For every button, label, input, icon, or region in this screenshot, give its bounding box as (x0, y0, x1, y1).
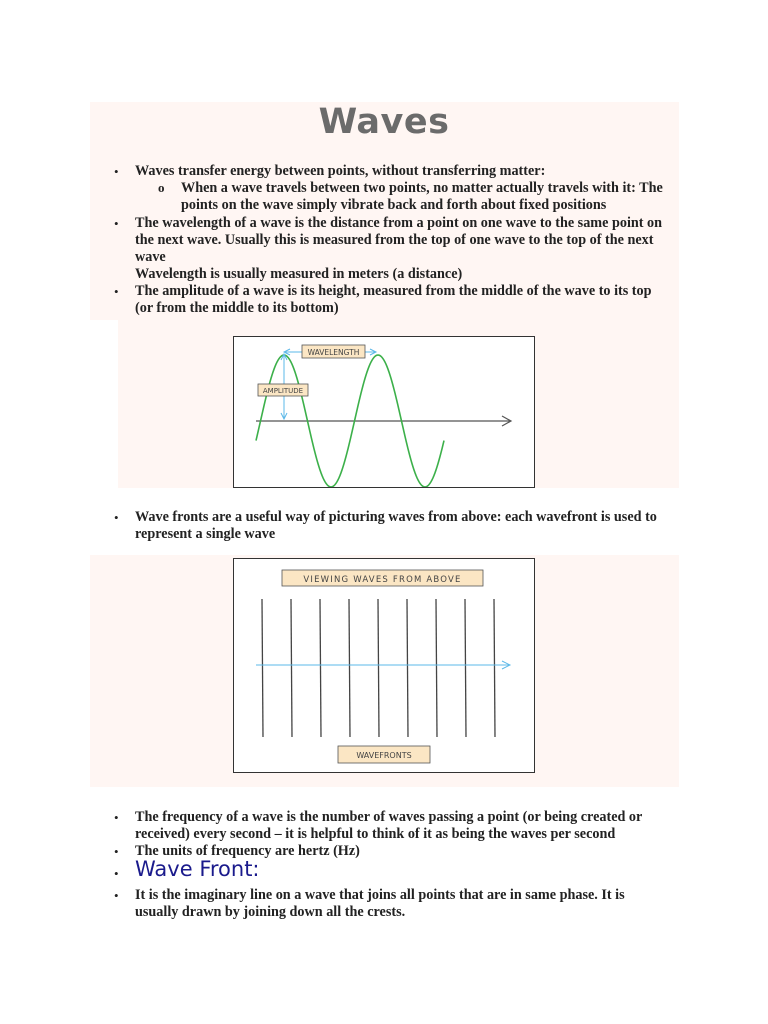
bullet-marker: • (114, 888, 119, 903)
bullet-text: (or from the middle to its bottom) (135, 300, 339, 316)
wavefront-line (436, 599, 437, 737)
bullet-marker: • (114, 866, 119, 881)
wavefronts-diagram-svg (234, 559, 534, 772)
bullet-marker: • (114, 510, 119, 525)
bullet-marker: • (114, 844, 119, 859)
wavefront-line (494, 599, 495, 737)
bullet-text: wave (135, 249, 166, 265)
bullet-text: usually drawn by joining down all the crests. (135, 904, 406, 920)
wave-diagram (233, 336, 535, 488)
bullet-text: Wavelength is usually measured in meters (a distance) (135, 266, 463, 282)
wavefront-line (262, 599, 263, 737)
bullet-text: The wavelength of a wave is the distance from a point on one wave to the same point on (135, 215, 663, 231)
wave-diagram-svg (234, 337, 534, 487)
bullet-text: The amplitude of a wave is its height, measured from the middle of the wave to its top (135, 283, 652, 299)
amplitude-label: AMPLITUDE (262, 387, 304, 395)
sub-bullet-marker: o (158, 180, 165, 195)
bullet-text: Waves transfer energy between points, without transferring matter: (135, 163, 546, 179)
bullet-marker: • (114, 810, 119, 825)
bullet-marker: • (114, 164, 119, 179)
bullet-text: The units of frequency are hertz (Hz) (135, 843, 360, 859)
sub-bullet-text: points on the wave simply vibrate back and forth about fixed positions (181, 197, 607, 213)
bullet-text: It is the imaginary line on a wave that joins all points that are in same phase. It is (135, 887, 625, 903)
wavefront-line (378, 599, 379, 737)
bullet-text: Wave fronts are a useful way of picturing waves from above: each wavefront is used to (135, 509, 657, 525)
bullet-text: represent a single wave (135, 526, 276, 542)
sub-bullet-text: When a wave travels between two points, no matter actually travels with it: The (181, 180, 663, 196)
wavefront-lines (262, 599, 495, 737)
wavefront-line (465, 599, 466, 737)
bullet-text: The frequency of a wave is the number of waves passing a point (or being created or (135, 809, 643, 825)
wavelength-label: WAVELENGTH (307, 348, 360, 357)
viewing-waves-label: VIEWING WAVES FROM ABOVE (303, 575, 462, 585)
bullet-marker: • (114, 216, 119, 231)
wavefront-line (407, 599, 408, 737)
bullet-marker: • (114, 284, 119, 299)
wavefront-line (349, 599, 350, 737)
bullet-text: the next wave. Usually this is measured from the top of one wave to the top of the next (135, 232, 654, 248)
wavefronts-label: WAVEFRONTS (356, 751, 412, 760)
wave-front-heading: Wave Front: (135, 857, 260, 881)
wavefront-line (320, 599, 321, 737)
wavefront-line (291, 599, 292, 737)
bullet-text: received) every second – it is helpful to think of it as being the waves per second (135, 826, 616, 842)
wavefronts-diagram (233, 558, 535, 773)
page-title: Waves (318, 102, 450, 142)
